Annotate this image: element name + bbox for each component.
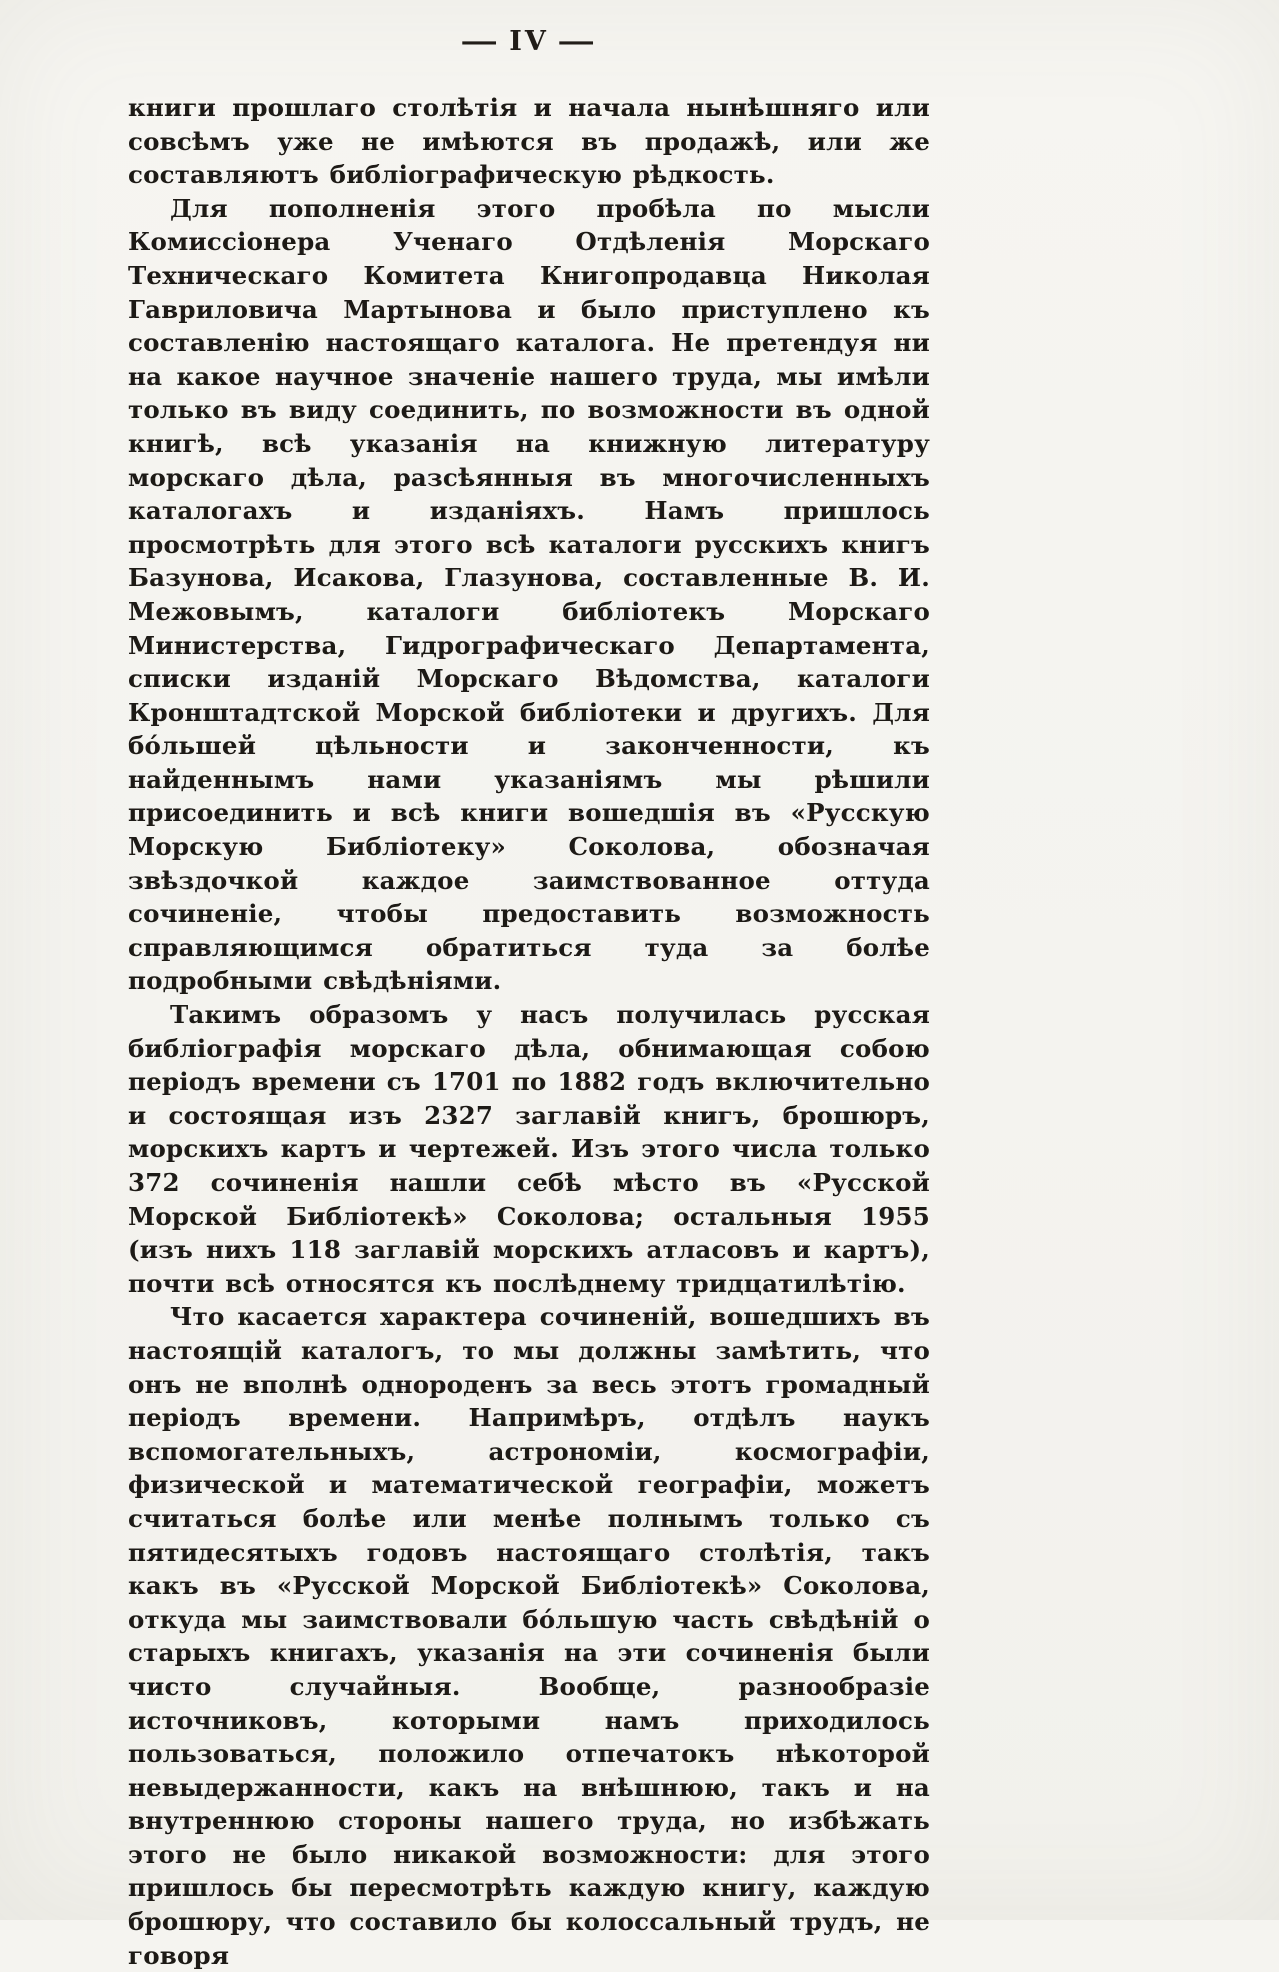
header-left-dash: — [460,26,502,57]
page-number-header [128,26,930,57]
page-number: IV [509,26,549,57]
text-block [128,26,930,1972]
paragraph-bibliography-statistics: Такимъ образомъ у насъ получилась русская библіографія морскаго дѣла, обнимающая собою періодъ времени съ 1701 по 1882 годъ включительно и состоящая изъ 2327 заглавій книгъ, брошюръ, морскихъ картъ и чертежей. Изъ этого числа только 372 сочиненія нашли себѣ мѣсто въ «Русской Морской Библіотекѣ» Соколова; остальныя 1955 (изъ нихъ 118 заглавій морскихъ атласовъ и картъ), почти всѣ относятся къ послѣднему тридцатилѣтію. [128,1000,930,1298]
paragraph-continuation: книги прошлаго столѣтія и начала нынѣшняго или совсѣмъ уже не имѣются въ продажѣ, или же составляютъ библіографическую рѣдкость. [128,93,930,190]
page-body-text [128,91,930,1972]
paragraph-catalog-character: Что касается характера сочиненій, вошедшихъ въ настоящій каталогъ, то мы должны замѣтить, что онъ не вполнѣ однороденъ за весь этотъ громадный періодъ времени. Напримѣръ, отдѣлъ наукъ вспомогательныхъ, астрономіи, космографіи, физической и математической географіи, можетъ считаться болѣе или менѣе полнымъ только съ пятидесятыхъ годовъ настоящаго столѣтія, такъ какъ въ «Русской Морской Библіотекѣ» Соколова, откуда мы заимствовали бо́льшую часть свѣдѣній о старыхъ книгахъ, указанія на эти сочиненія были чисто случайныя. Вообще, разнообразіе источниковъ, которыми намъ приходилось пользоваться, положило отпечатокъ нѣкоторой невыдержанности, какъ на внѣшнюю, такъ и на внутреннюю стороны нашего труда, но избѣжать этого не было никакой возможности: для этого пришлось бы пересмотрѣть каждую книгу, каждую брошюру, что составило бы колоссальный трудъ, не говоря [128,1302,930,1970]
header-right-dash: — [556,26,598,57]
paragraph-catalog-origin: Для пополненія этого пробѣла по мысли Комиссіонера Ученаго Отдѣленія Морскаго Техническаго Комитета Книгопродавца Николая Гавриловича Мартынова и было приступлено къ составленію настоящаго каталога. Не претендуя ни на какое научное значеніе нашего труда, мы имѣли только въ виду соединить, по возможности въ одной книгѣ, всѣ указанія на книжную литературу морскаго дѣла, разсѣянныя въ многочисленныхъ каталогахъ и изданіяхъ. Намъ пришлось просмотрѣть для этого всѣ каталоги русскихъ книгъ Базунова, Исакова, Глазунова, составленные В. И. Межовымъ, каталоги библіотекъ Морскаго Министерства, Гидрографическаго Департамента, списки изданій Морскаго Вѣдомства, каталоги Кронштадтской Морской библіотеки и другихъ. Для бо́льшей цѣльности и законченности, къ найденнымъ нами указаніямъ мы рѣшили присоединить и всѣ книги вошедшія въ «Русскую Морскую Библіотеку» Соколова, обозначая звѣздочкой каждое заимствованное оттуда сочиненіе, чтобы предоставить возможность справляющимся обратиться туда за болѣе подробными свѣдѣніями. [128,193,930,996]
